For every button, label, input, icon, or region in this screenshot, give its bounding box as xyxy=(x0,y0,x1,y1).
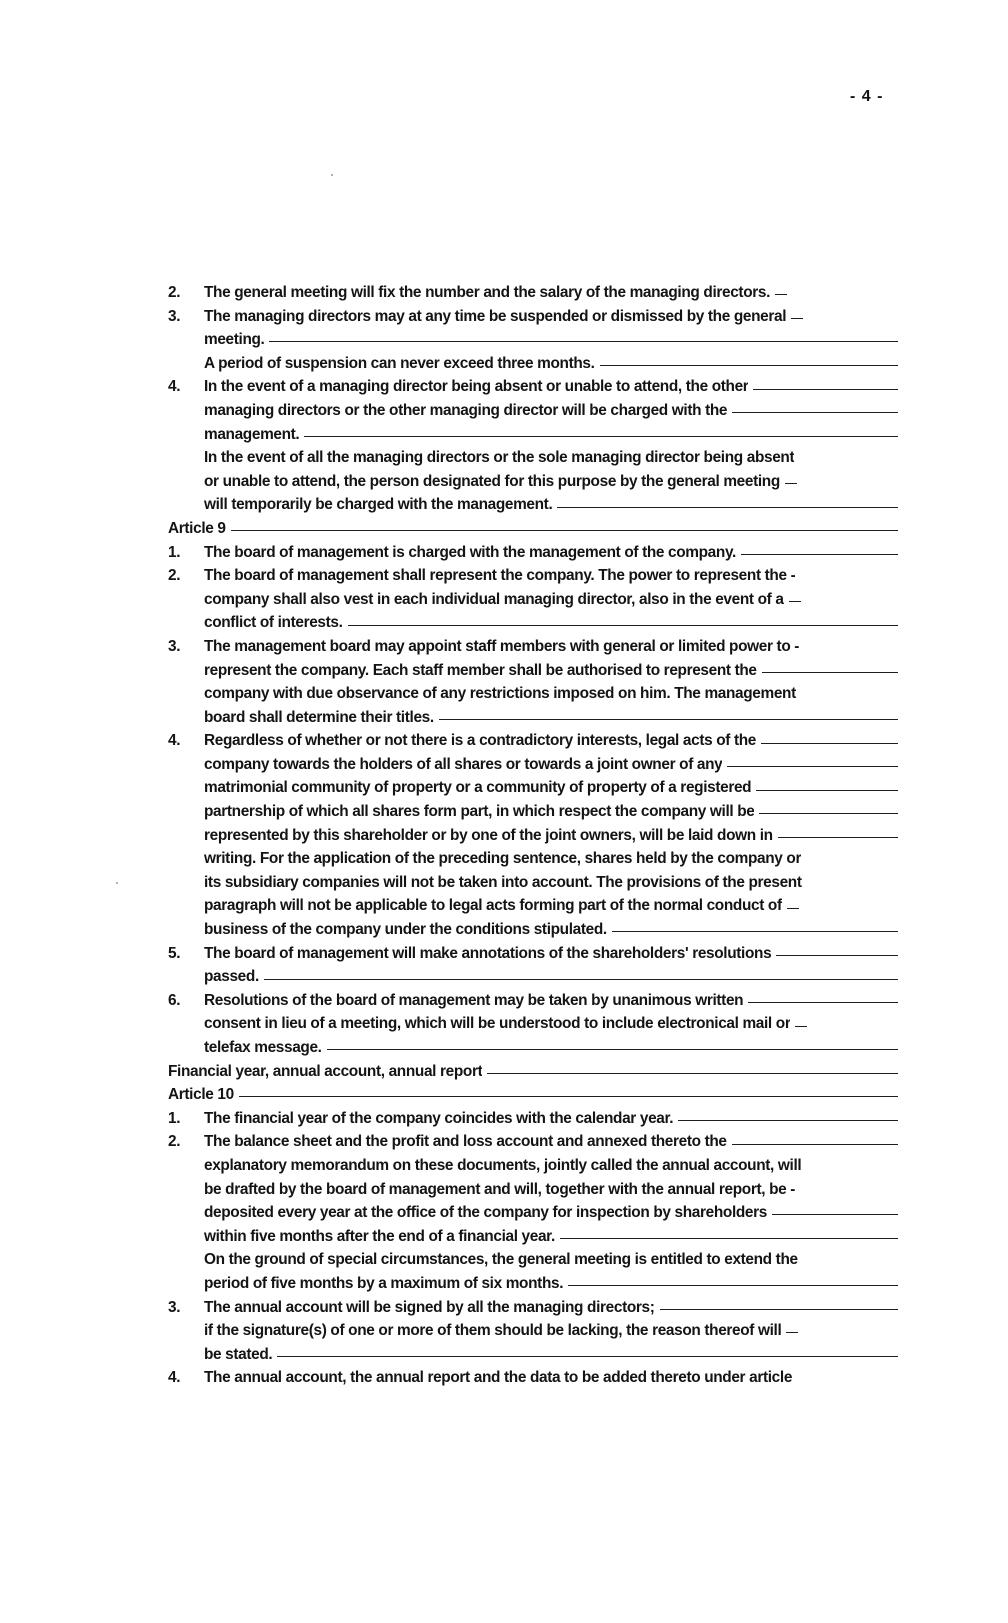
line-text: On the ground of special circumstances, the general meeting is entitled to extend the xyxy=(204,1251,798,1269)
line-text: The board of management is charged with the management of the company. xyxy=(204,543,736,561)
line-text: be drafted by the board of management and will, together with the annual report, be - xyxy=(204,1180,796,1198)
text-line xyxy=(168,305,898,329)
filler-rule xyxy=(732,412,898,413)
text-line xyxy=(168,328,898,352)
line-text: its subsidiary companies will not be taken into account. The provisions of the present xyxy=(204,873,802,891)
line-text: explanatory memorandum on these documents, jointly called the annual account, will xyxy=(204,1156,802,1174)
text-line xyxy=(168,470,898,494)
filler-rule xyxy=(239,1096,898,1097)
filler-rule xyxy=(741,554,898,555)
text-line xyxy=(168,1225,898,1249)
text-line xyxy=(168,1107,898,1131)
text-line xyxy=(168,942,898,966)
text-line xyxy=(168,1201,898,1225)
item-number: 1. xyxy=(168,1109,181,1127)
line-text: The management board may appoint staff members with general or limited power to - xyxy=(204,637,800,655)
line-text: company with due observance of any restrictions imposed on him. The management xyxy=(204,685,796,703)
line-text: managing directors or the other managing director will be charged with the xyxy=(204,401,728,419)
text-line xyxy=(168,399,898,423)
filler-rule xyxy=(487,1073,898,1074)
item-number: 2. xyxy=(168,284,181,301)
filler-rule xyxy=(778,837,898,838)
line-text: company shall also vest in each individual managing director, also in the event of a xyxy=(204,590,784,608)
text-line xyxy=(168,1366,898,1390)
text-line xyxy=(168,800,898,824)
line-text: meeting. xyxy=(204,331,265,349)
text-line xyxy=(168,588,898,612)
text-line xyxy=(168,423,898,447)
filler-rule xyxy=(269,341,898,342)
section-heading xyxy=(168,1083,898,1107)
line-text: A period of suspension can never exceed three months. xyxy=(204,354,595,372)
line-text: deposited every year at the office of the company for inspection by shareholders xyxy=(204,1204,767,1222)
item-number: 2. xyxy=(168,1133,181,1151)
line-text: The general meeting will fix the number and the salary of the managing directors. xyxy=(204,284,771,301)
filler-rule xyxy=(762,672,898,673)
filler-rule xyxy=(304,436,898,437)
text-line xyxy=(168,847,898,871)
line-text: or unable to attend, the person designated for this purpose by the general meeting xyxy=(204,472,780,490)
item-number: 2. xyxy=(168,567,181,585)
heading-text: Article 10 xyxy=(168,1086,234,1104)
filler-rule xyxy=(791,318,803,319)
text-line xyxy=(168,729,898,753)
item-number: 6. xyxy=(168,991,181,1009)
filler-rule xyxy=(759,813,898,814)
filler-rule xyxy=(560,1238,898,1239)
line-text: The annual account will be signed by all the managing directors; xyxy=(204,1298,655,1316)
text-line xyxy=(168,682,898,706)
text-line xyxy=(168,965,898,989)
section-heading xyxy=(168,517,898,541)
text-line xyxy=(168,1036,898,1060)
line-text: be stated. xyxy=(204,1345,273,1363)
filler-rule xyxy=(753,389,898,390)
filler-rule xyxy=(732,1144,898,1145)
line-text: Resolutions of the board of management may be taken by unanimous written xyxy=(204,991,744,1009)
text-line xyxy=(168,706,898,730)
line-text: matrimonial community of property or a community of property of a registered xyxy=(204,779,752,797)
filler-rule xyxy=(277,1356,898,1357)
heading-text: Article 9 xyxy=(168,519,226,537)
item-number: 5. xyxy=(168,944,181,962)
text-line xyxy=(168,1296,898,1320)
line-text: The balance sheet and the profit and loss account and annexed thereto the xyxy=(204,1133,727,1151)
line-text: represented by this shareholder or by one of the joint owners, will be laid down in xyxy=(204,826,773,844)
filler-rule xyxy=(772,1214,898,1215)
scan-speck xyxy=(116,882,118,884)
line-text: partnership of which all shares form part, in which respect the company will be xyxy=(204,803,755,821)
filler-rule xyxy=(439,719,898,720)
filler-rule xyxy=(748,1002,898,1003)
filler-rule xyxy=(600,365,898,366)
line-text: if the signature(s) of one or more of them should be lacking, the reason thereof will xyxy=(204,1322,782,1340)
filler-rule xyxy=(727,766,898,767)
filler-rule xyxy=(787,908,799,909)
line-text: business of the company under the conditions stipulated. xyxy=(204,921,607,939)
filler-rule xyxy=(678,1120,898,1121)
line-text: within five months after the end of a financial year. xyxy=(204,1227,555,1245)
text-line xyxy=(168,1272,898,1296)
line-text: In the event of a managing director being absent or unable to attend, the other xyxy=(204,378,749,396)
filler-rule xyxy=(327,1049,898,1050)
text-line xyxy=(168,1130,898,1154)
text-line xyxy=(168,824,898,848)
heading-text: Financial year, annual account, annual report xyxy=(168,1062,483,1080)
item-number: 4. xyxy=(168,378,181,396)
line-text: paragraph will not be applicable to legal acts forming part of the normal conduct of xyxy=(204,897,782,915)
filler-rule xyxy=(786,1332,798,1333)
filler-rule xyxy=(761,743,898,744)
item-number: 3. xyxy=(168,637,181,655)
item-number: 4. xyxy=(168,1369,181,1387)
text-line xyxy=(168,493,898,517)
text-line xyxy=(168,541,898,565)
filler-rule xyxy=(789,601,801,602)
line-text: The board of management will make annotations of the shareholders' resolutions xyxy=(204,944,772,962)
line-text: writing. For the application of the preceding sentence, shares held by the company or xyxy=(204,850,802,868)
filler-rule xyxy=(264,979,898,980)
line-text: In the event of all the managing directors or the sole managing director being absent xyxy=(204,449,795,467)
filler-rule xyxy=(785,483,797,484)
filler-rule xyxy=(557,507,898,508)
filler-rule xyxy=(795,1026,807,1027)
line-text: consent in lieu of a meeting, which will be understood to include electronical mail or xyxy=(204,1015,791,1033)
line-text: The managing directors may at any time be suspended or dismissed by the general xyxy=(204,307,787,325)
text-line xyxy=(168,352,898,376)
text-line xyxy=(168,871,898,895)
filler-rule xyxy=(775,294,787,295)
text-line xyxy=(168,918,898,942)
filler-rule xyxy=(660,1309,898,1310)
text-line xyxy=(168,446,898,470)
item-number: 3. xyxy=(168,1298,181,1316)
section-heading xyxy=(168,1060,898,1084)
line-text: represent the company. Each staff member shall be authorised to represent the xyxy=(204,661,757,679)
text-line xyxy=(168,659,898,683)
line-text: will temporarily be charged with the management. xyxy=(204,496,553,514)
filler-rule xyxy=(231,530,898,531)
scan-speck xyxy=(331,174,333,176)
text-line xyxy=(168,753,898,777)
text-line xyxy=(168,611,898,635)
text-line xyxy=(168,1343,898,1367)
text-line xyxy=(168,281,898,305)
line-text: management. xyxy=(204,425,300,443)
item-number: 4. xyxy=(168,732,181,750)
line-text: Regardless of whether or not there is a contradictory interests, legal acts of the xyxy=(204,732,757,750)
text-line xyxy=(168,1178,898,1202)
text-line xyxy=(168,989,898,1013)
text-line xyxy=(168,776,898,800)
page-number: - 4 - xyxy=(850,88,884,105)
filler-rule xyxy=(612,931,898,932)
text-line xyxy=(168,375,898,399)
line-text: conflict of interests. xyxy=(204,614,343,632)
line-text: period of five months by a maximum of six months. xyxy=(204,1274,564,1292)
filler-rule xyxy=(348,625,898,626)
filler-rule xyxy=(756,790,898,791)
line-text: telefax message. xyxy=(204,1039,322,1056)
filler-rule xyxy=(568,1285,898,1286)
text-line xyxy=(168,1319,898,1343)
text-line xyxy=(168,1012,898,1036)
document-body xyxy=(168,281,898,1390)
line-text: The financial year of the company coincides with the calendar year. xyxy=(204,1109,674,1127)
filler-rule xyxy=(776,955,898,956)
line-text: company towards the holders of all shares or towards a joint owner of any xyxy=(204,755,723,773)
text-line xyxy=(168,564,898,588)
text-line xyxy=(168,1154,898,1178)
text-line xyxy=(168,635,898,659)
text-line xyxy=(168,894,898,918)
line-text: The annual account, the annual report and the data to be added thereto under article xyxy=(204,1369,793,1387)
item-number: 1. xyxy=(168,543,181,561)
text-line xyxy=(168,1248,898,1272)
line-text: passed. xyxy=(204,968,259,986)
item-number: 3. xyxy=(168,307,181,325)
line-text: board shall determine their titles. xyxy=(204,708,434,726)
line-text: The board of management shall represent the company. The power to represent the - xyxy=(204,567,796,585)
